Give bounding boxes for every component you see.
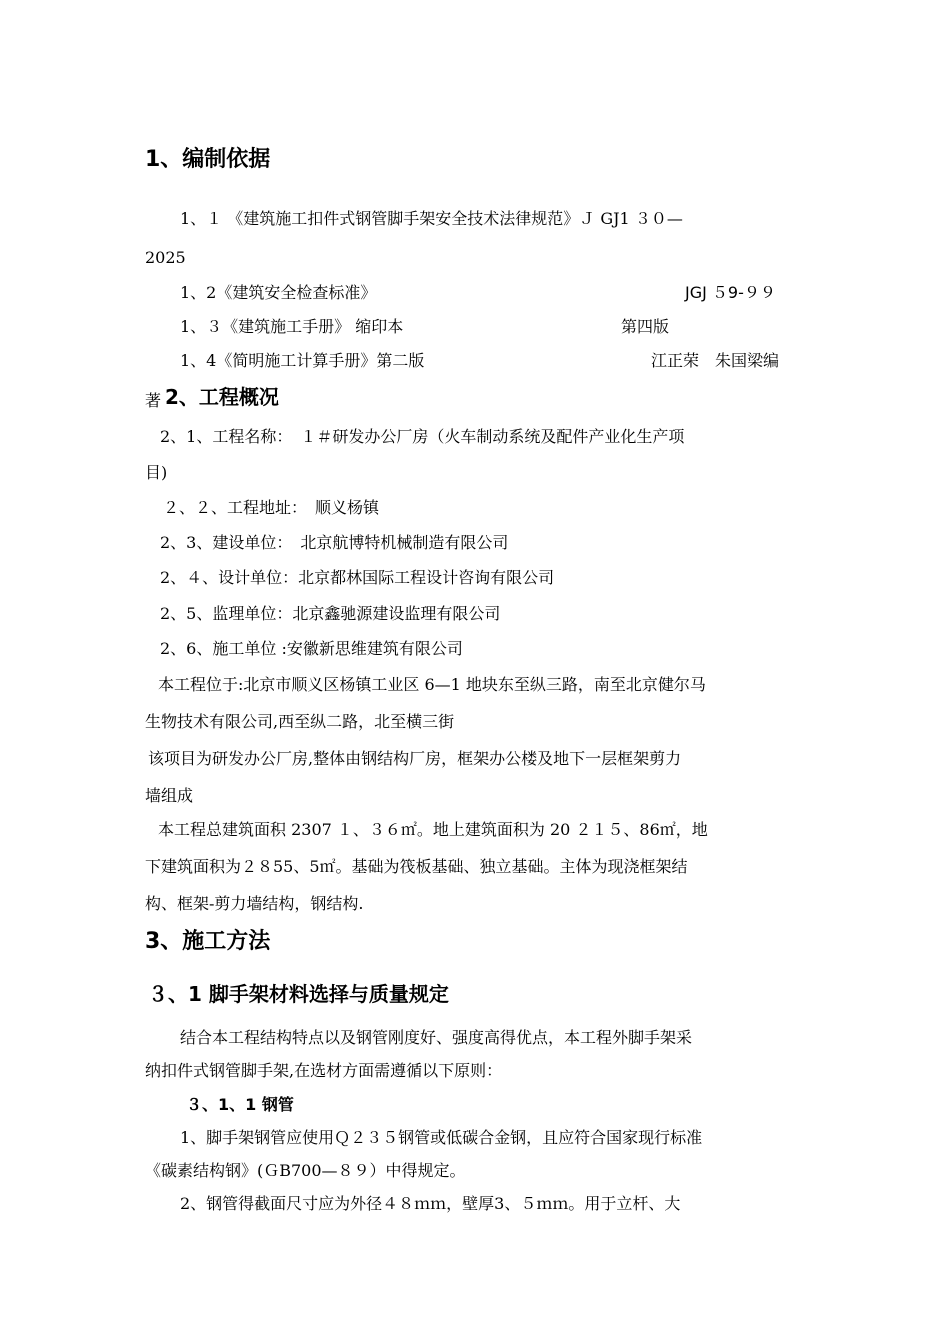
structure-paragraph-line-1: 该项目为研发办公厂房,整体由钢结构厂房，框架办公楼及地下一层框架剪力 xyxy=(148,749,682,768)
owner-unit: 2、3、建设单位： 北京航博特机械制造有限公司 xyxy=(160,533,509,552)
materials-intro-line-2: 纳扣件式钢管脚手架,在选材方面需遵循以下原则： xyxy=(145,1061,503,1080)
reference-1-line-1: 1、１ 《建筑施工扣件式钢管脚手架安全技术法律规范》Ｊ GJ1 ３０— xyxy=(180,209,683,228)
construction-unit: 2、6、施工单位 :安徽新思维建筑有限公司 xyxy=(160,639,463,658)
steel-pipe-rule-2-line-1: 2、钢管得截面尺寸应为外径４８ｍｍ，壁厚3、５ｍｍ。用于立杆、大 xyxy=(180,1194,681,1213)
area-paragraph-line-2: 下建筑面积为２８55、5㎡。基础为筏板基础、独立基础。主体为现浇框架结 xyxy=(145,857,688,876)
reference-4-authors: 江正荣 朱国梁编 xyxy=(651,351,780,370)
design-unit: 2、４、设计单位：北京都林国际工程设计咨询有限公司 xyxy=(160,568,555,587)
section-2-heading: 2、工程概况 xyxy=(165,385,279,409)
reference-1-line-2: 2025 xyxy=(145,248,186,267)
structure-paragraph-line-2: 墙组成 xyxy=(145,786,194,805)
reference-2-title: 1、2《建筑安全检查标准》 xyxy=(180,283,377,302)
reference-4-title: 1、4《简明施工计算手册》第二版 xyxy=(180,351,425,370)
location-paragraph-line-1: 本工程位于:北京市顺义区杨镇工业区 6—1 地块东至纵三路，南至北京健尔马 xyxy=(158,675,706,694)
section-3-heading: 3、施工方法 xyxy=(145,929,271,954)
project-address: ２、２、工程地址： 顺义杨镇 xyxy=(163,498,380,517)
area-paragraph-line-3: 构、框架-剪力墙结构，钢结构. xyxy=(145,894,364,913)
reference-3-title: 1、３《建筑施工手册》 缩印本 xyxy=(180,317,404,336)
steel-pipe-rule-1-line-2: 《碳素结构钢》(ＧB700—８９）中得规定。 xyxy=(145,1161,466,1180)
project-name-line-1: 2、1、工程名称： １＃研发办公厂房（火车制动系统及配件产业化生产项 xyxy=(160,427,685,446)
steel-pipe-rule-1-line-1: 1、脚手架钢管应使用Ｑ２３５钢管或低碳合金钢，且应符合国家现行标准 xyxy=(180,1128,703,1147)
subsection-3-1-1-heading: ３、1、1 钢管 xyxy=(186,1095,294,1114)
reference-4-tail: 著 xyxy=(145,391,162,410)
section-1-heading: 1、编制依据 xyxy=(145,147,271,172)
project-name-line-2: 目) xyxy=(145,463,168,482)
reference-3-edition: 第四版 xyxy=(621,317,670,336)
reference-2-code: JGJ ５9-９９ xyxy=(685,283,776,302)
materials-intro-line-1: 结合本工程结构特点以及钢管刚度好、强度高得优点，本工程外脚手架采 xyxy=(180,1028,693,1047)
location-paragraph-line-2: 生物技术有限公司,西至纵二路，北至横三街 xyxy=(145,712,455,731)
subsection-3-1-heading: ３、1 脚手架材料选择与质量规定 xyxy=(148,982,449,1006)
supervision-unit: 2、5、监理单位：北京鑫驰源建设监理有限公司 xyxy=(160,604,501,623)
area-paragraph-line-1: 本工程总建筑面积 2307 １、３６㎡。地上建筑面积为 20 ２１５、86㎡，地 xyxy=(158,820,708,839)
